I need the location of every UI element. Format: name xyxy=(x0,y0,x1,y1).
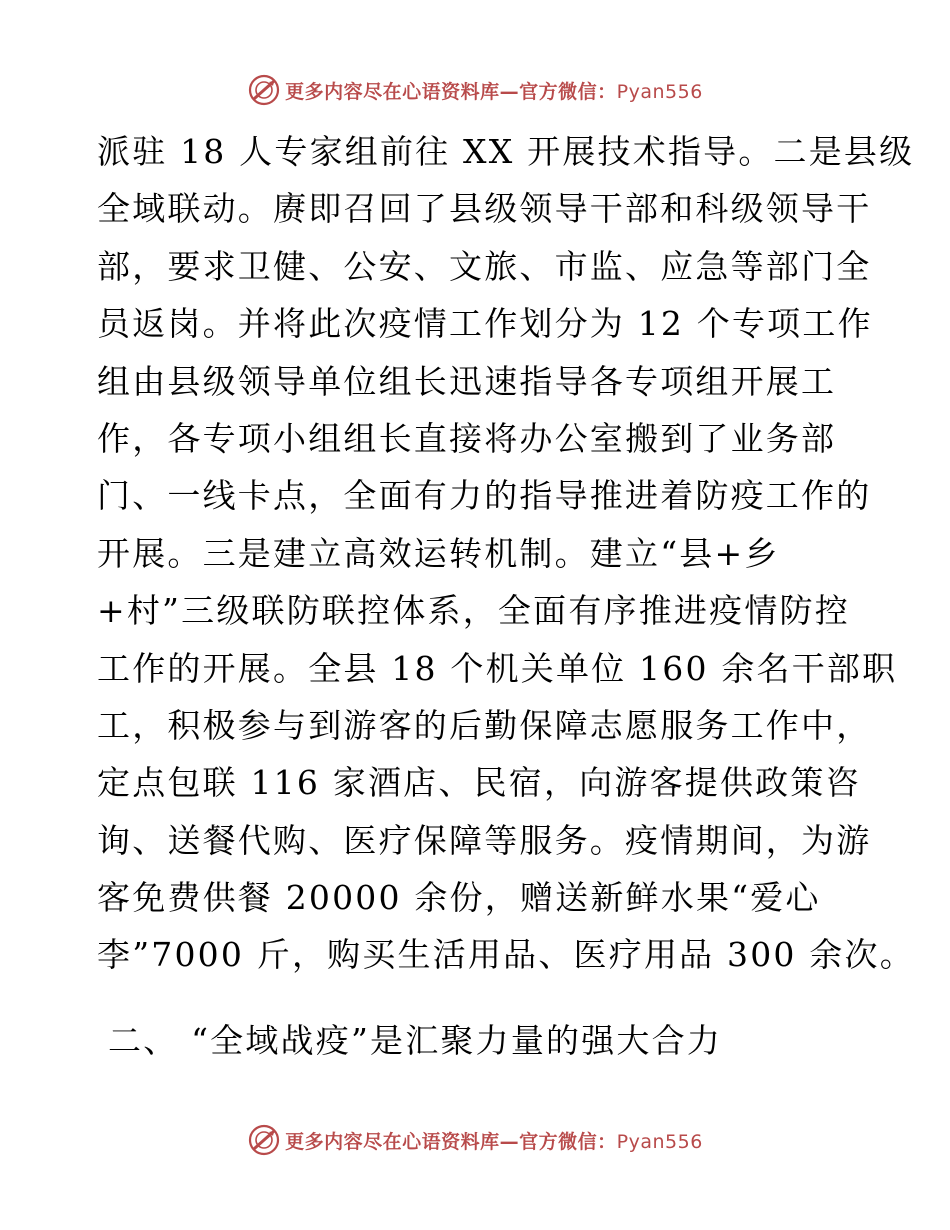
watermark-text xyxy=(285,77,703,104)
body-line: 工，积极参与到游客的后勤保障志愿服务工作中， xyxy=(97,705,872,745)
body-line: +村”三级联防联控体系，全面有序推进疫情防控 xyxy=(97,591,850,631)
watermark-banner-bottom xyxy=(0,1120,950,1160)
watermark-banner-top xyxy=(0,70,950,110)
body-line: 工作的开展。全县 18 个机关单位 160 余名干部职 xyxy=(97,648,898,688)
watermark-handle: Pyan556 xyxy=(616,1130,703,1153)
document-body xyxy=(97,123,915,984)
body-line: 部，要求卫健、公安、文旅、市监、应急等部门全 xyxy=(97,246,872,286)
body-line: 客免费供餐 20000 余份，赠送新鲜水果“爱心 xyxy=(97,878,821,918)
watermark-handle: Pyan556 xyxy=(616,80,703,103)
body-line: 门、一线卡点，全面有力的指导推进着防疫工作的 xyxy=(97,476,872,516)
watermark-logo-icon xyxy=(247,73,281,107)
body-line: 全域联动。赓即召回了县级领导干部和科级领导干 xyxy=(97,189,872,229)
body-line: 开展。三是建立高效运转机制。建立“县+乡 xyxy=(97,533,780,573)
watermark-text xyxy=(285,1127,703,1154)
body-line: 员返岗。并将此次疫情工作划分为 12 个专项工作 xyxy=(97,304,873,344)
body-line: 定点包联 116 家酒店、民宿，向游客提供政策咨 xyxy=(97,763,861,803)
body-line: 派驻 18 人专家组前往 XX 开展技术指导。二是县级 xyxy=(97,132,915,171)
section-heading: 二、 “全域战疫”是汇聚力量的强大合力 xyxy=(108,1021,723,1060)
body-line: 李”7000 斤，购买生活用品、医疗用品 300 余次。 xyxy=(97,935,915,975)
body-line: 作，各专项小组组长直接将办公室搬到了业务部 xyxy=(97,418,837,458)
watermark-site-text: 更多内容尽在心语资料库—官方微信： xyxy=(285,1130,617,1153)
body-line: 组由县级领导单位组长迅速指导各专项组开展工 xyxy=(97,361,837,401)
watermark-site-text: 更多内容尽在心语资料库—官方微信： xyxy=(285,80,617,103)
body-line: 询、送餐代购、医疗保障等服务。疫情期间，为游 xyxy=(97,820,872,860)
watermark-logo-icon xyxy=(247,1123,281,1157)
